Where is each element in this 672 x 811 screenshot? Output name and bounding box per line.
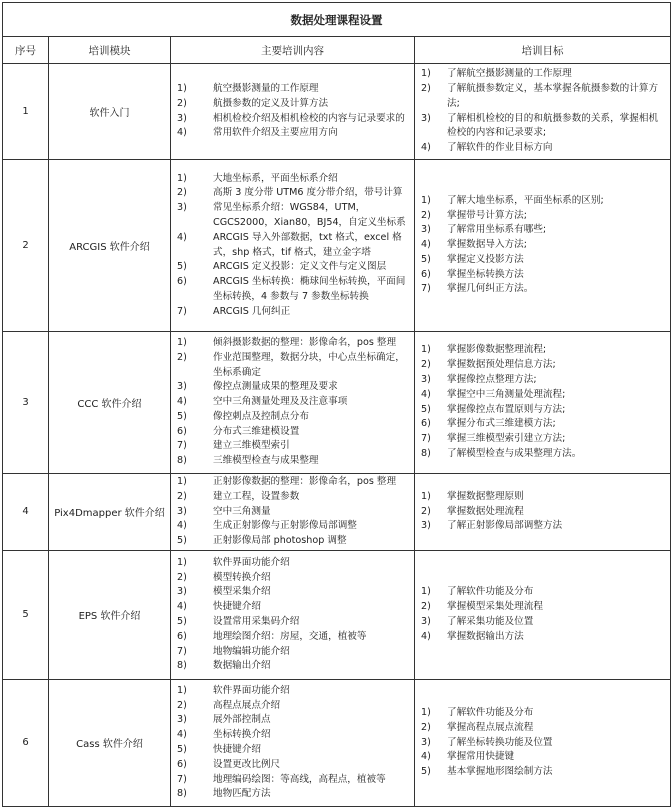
goal-list	[415, 342, 670, 462]
item-text: 了解相机检校的目的和航摄参数的关系，掌握相机检校的内容和记录要求;	[447, 112, 659, 139]
item-number: 7)	[177, 305, 187, 317]
module-name: Pix4Dmapper 软件介绍	[49, 474, 171, 551]
item-number: 4)	[421, 630, 431, 642]
item-text: 掌握三维模型索引建立方法;	[447, 433, 566, 445]
item-text: 建立三维模型索引	[213, 440, 290, 452]
item-text: 快捷键介绍	[213, 743, 261, 755]
item-number: 5)	[421, 403, 431, 415]
title-row	[3, 3, 671, 37]
item-text: 掌握数据输出方法	[447, 630, 524, 642]
item-text: 常见坐标系介绍：WGS84，UTM，CGCS2000，Xian80，BJ54，自定义坐标系	[213, 202, 406, 228]
item-number: 4)	[177, 729, 187, 741]
item-text: 掌握分布式三维建模方法;	[447, 418, 556, 430]
goal-item	[421, 432, 666, 447]
item-text: 了解航空摄影测量的工作原理	[447, 68, 572, 80]
item-number: 2)	[421, 505, 431, 517]
item-text: 掌握像控点布置原则与方法;	[447, 403, 566, 415]
item-number: 4)	[421, 751, 431, 763]
item-text: 设置更改比例尺	[213, 758, 281, 770]
goal-item	[421, 209, 666, 224]
table-row	[3, 160, 671, 332]
goal-item	[421, 615, 666, 630]
header-row	[3, 37, 671, 64]
header-num: 序号	[3, 37, 49, 64]
item-text: 了解软件的作业目标方向	[447, 142, 553, 154]
content-item	[177, 336, 410, 351]
item-number: 4)	[421, 388, 431, 400]
content-item	[177, 534, 410, 549]
item-number: 3)	[421, 520, 431, 532]
content-list	[171, 335, 414, 470]
goal-item	[421, 403, 666, 418]
item-text: 建立工程，设置参数	[213, 490, 300, 502]
content-item	[177, 728, 410, 743]
item-number: 2)	[421, 359, 431, 371]
item-number: 3)	[421, 224, 431, 236]
item-number: 5)	[177, 535, 187, 547]
content-item	[177, 231, 410, 261]
item-number: 3)	[177, 112, 187, 124]
item-number: 4)	[177, 231, 187, 243]
item-number: 5)	[421, 253, 431, 265]
row-number: 6	[3, 679, 49, 806]
item-text: 掌握数据处理流程	[447, 505, 524, 517]
content-list	[171, 81, 414, 142]
goal-item	[421, 585, 666, 600]
content-item	[177, 684, 410, 699]
content-item	[177, 112, 410, 127]
item-number: 5)	[177, 410, 187, 422]
item-text: 数据输出介绍	[213, 660, 271, 672]
goal-item	[421, 223, 666, 238]
item-number: 2)	[177, 187, 187, 199]
item-number: 8)	[421, 447, 431, 459]
goal-item	[421, 268, 666, 283]
item-text: 基本掌握地形图绘制方法	[447, 766, 553, 778]
module-name: Cass 软件介绍	[49, 679, 171, 806]
content-cell	[171, 474, 415, 551]
item-number: 3)	[421, 736, 431, 748]
item-number: 1)	[177, 684, 187, 696]
item-number: 1)	[177, 172, 187, 184]
item-text: 掌握模型采集处理流程	[447, 601, 543, 613]
goal-item	[421, 112, 666, 142]
item-number: 2)	[421, 721, 431, 733]
item-text: 了解大地坐标系，平面坐标系的区别;	[447, 194, 604, 206]
item-number: 4)	[421, 239, 431, 251]
item-number: 1)	[177, 82, 187, 94]
goal-item	[421, 253, 666, 268]
item-text: 作业范围整理，数据分块，中心点坐标确定，坐标系确定	[213, 351, 405, 378]
item-number: 5)	[177, 743, 187, 755]
content-item	[177, 126, 410, 141]
module-name: ARCGIS 软件介绍	[49, 160, 171, 332]
item-text: ARCGIS 导入外部数据，txt 格式，excel 格式，shp 格式，tif 格式，建立金字塔	[213, 231, 402, 258]
table-row	[3, 474, 671, 551]
item-number: 6)	[421, 418, 431, 430]
content-item	[177, 519, 410, 534]
content-item	[177, 556, 410, 571]
header-module: 培训模块	[49, 37, 171, 64]
item-text: 掌握数据整理原则	[447, 490, 524, 502]
content-item	[177, 630, 410, 645]
item-number: 3)	[421, 112, 431, 124]
content-item	[177, 395, 410, 410]
item-number: 5)	[177, 615, 187, 627]
item-text: 掌握带号计算方法;	[447, 209, 527, 221]
content-list	[171, 171, 414, 321]
item-number: 6)	[177, 425, 187, 437]
item-text: 航摄参数的定义及计算方法	[213, 97, 329, 109]
module-name: 软件入门	[49, 64, 171, 160]
item-number: 2)	[421, 209, 431, 221]
item-text: ARCGIS 定义投影：定义文件与定义图层	[213, 261, 387, 273]
goal-cell	[415, 550, 671, 679]
content-item	[177, 201, 410, 231]
content-item	[177, 305, 410, 320]
item-text: 模型采集介绍	[213, 586, 271, 598]
item-number: 2)	[421, 601, 431, 613]
item-number: 1)	[421, 344, 431, 356]
item-text: 地理绘图介绍：房屋，交通，植被等	[213, 630, 367, 642]
item-number: 4)	[177, 520, 187, 532]
goal-list	[415, 193, 670, 299]
module-name: CCC 软件介绍	[49, 332, 171, 474]
content-item	[177, 659, 410, 674]
item-text: 高斯 3 度分带 UTM6 度分带介绍，带号计算	[213, 187, 403, 199]
item-number: 6)	[421, 268, 431, 280]
item-text: 掌握数据导入方法;	[447, 239, 527, 251]
content-item	[177, 475, 410, 490]
content-item	[177, 425, 410, 440]
item-text: 了解软件功能及分布	[447, 586, 534, 598]
item-text: 生成正射影像与正射影像局部调整	[213, 520, 357, 532]
item-number: 4)	[177, 601, 187, 613]
item-text: 快捷键介绍	[213, 601, 261, 613]
item-number: 2)	[177, 699, 187, 711]
goal-cell	[415, 64, 671, 160]
item-number: 1)	[421, 706, 431, 718]
item-text: 掌握数据预处理信息方法;	[447, 359, 556, 371]
item-number: 1)	[421, 68, 431, 80]
item-number: 1)	[177, 556, 187, 568]
item-number: 2)	[177, 490, 187, 502]
item-text: 软件界面功能介绍	[213, 684, 290, 696]
item-text: 空中三角测量	[213, 505, 271, 517]
item-number: 4)	[177, 396, 187, 408]
goal-list	[415, 584, 670, 645]
item-text: 展外部控制点	[213, 714, 271, 726]
item-text: 了解常用坐标系有哪些;	[447, 224, 547, 236]
goal-item	[421, 750, 666, 765]
content-item	[177, 351, 410, 381]
item-number: 7)	[177, 773, 187, 785]
item-text: 掌握坐标转换方法	[447, 268, 524, 280]
row-number: 3	[3, 332, 49, 474]
module-name: EPS 软件介绍	[49, 550, 171, 679]
goal-cell	[415, 160, 671, 332]
item-number: 7)	[421, 283, 431, 295]
content-item	[177, 787, 410, 802]
item-text: 相机检校介绍及相机检校的内容与记录要求的	[213, 112, 405, 124]
item-number: 3)	[177, 714, 187, 726]
header-goal: 培训目标	[415, 37, 671, 64]
goal-list	[415, 489, 670, 535]
content-cell	[171, 64, 415, 160]
item-number: 2)	[177, 571, 187, 583]
item-text: 大地坐标系，平面坐标系介绍	[213, 172, 338, 184]
content-item	[177, 490, 410, 505]
goal-item	[421, 447, 666, 462]
item-number: 7)	[177, 440, 187, 452]
item-text: 地物匹配方法	[213, 788, 271, 800]
item-text: 空中三角测量处理及及注意事项	[213, 396, 348, 408]
content-item	[177, 571, 410, 586]
content-item	[177, 645, 410, 660]
table-row	[3, 550, 671, 679]
item-text: 掌握影像数据整理流程;	[447, 344, 547, 356]
content-item	[177, 380, 410, 395]
table-row	[3, 679, 671, 806]
goal-cell	[415, 474, 671, 551]
item-number: 1)	[421, 490, 431, 502]
content-item	[177, 600, 410, 615]
goal-item	[421, 238, 666, 253]
item-number: 8)	[177, 455, 187, 467]
item-number: 3)	[421, 615, 431, 627]
item-number: 3)	[177, 505, 187, 517]
content-cell	[171, 332, 415, 474]
item-text: 掌握高程点展点流程	[447, 721, 534, 733]
item-text: 地理编码绘图：等高线，高程点，植被等	[213, 773, 386, 785]
goal-item	[421, 388, 666, 403]
content-item	[177, 82, 410, 97]
content-item	[177, 260, 410, 275]
item-text: 地物编辑功能介绍	[213, 645, 290, 657]
goal-cell	[415, 332, 671, 474]
content-item	[177, 275, 410, 305]
item-text: ARCGIS 几何纠正	[213, 305, 291, 317]
item-text: 了解模型检查与成果整理方法。	[447, 447, 582, 459]
item-text: 掌握空中三角测量处理流程;	[447, 388, 566, 400]
goal-item	[421, 721, 666, 736]
goal-item	[421, 358, 666, 373]
item-text: 掌握常用快捷键	[447, 751, 515, 763]
content-item	[177, 410, 410, 425]
item-number: 3)	[177, 202, 187, 214]
item-number: 1)	[421, 586, 431, 598]
content-item	[177, 186, 410, 201]
goal-list	[415, 705, 670, 781]
goal-item	[421, 343, 666, 358]
goal-item	[421, 630, 666, 645]
item-text: 倾斜摄影数据的整理：影像命名，pos 整理	[213, 336, 397, 348]
content-list	[171, 683, 414, 803]
item-text: 高程点展点介绍	[213, 699, 281, 711]
item-text: 了解采集功能及位置	[447, 615, 534, 627]
item-number: 8)	[177, 788, 187, 800]
content-item	[177, 439, 410, 454]
row-number: 5	[3, 550, 49, 679]
item-number: 2)	[177, 97, 187, 109]
row-number: 2	[3, 160, 49, 332]
content-item	[177, 505, 410, 520]
item-text: 坐标转换介绍	[213, 729, 271, 741]
table-title: 数据处理课程设置	[3, 3, 671, 37]
item-text: 分布式三维建模设置	[213, 425, 300, 437]
goal-item	[421, 706, 666, 721]
item-number: 2)	[177, 351, 187, 363]
item-number: 3)	[421, 373, 431, 385]
row-number: 4	[3, 474, 49, 551]
goal-item	[421, 194, 666, 209]
row-number: 1	[3, 64, 49, 160]
content-item	[177, 454, 410, 469]
item-text: 常用软件介绍及主要应用方向	[213, 127, 338, 139]
item-number: 3)	[177, 586, 187, 598]
item-text: 掌握几何纠正方法。	[447, 283, 534, 295]
item-number: 6)	[177, 758, 187, 770]
item-number: 6)	[177, 276, 187, 288]
content-item	[177, 615, 410, 630]
item-number: 4)	[177, 127, 187, 139]
item-text: 模型转换介绍	[213, 571, 271, 583]
content-cell	[171, 550, 415, 679]
goal-item	[421, 519, 666, 534]
item-number: 1)	[177, 476, 187, 487]
goal-item	[421, 765, 666, 780]
item-number: 5)	[421, 766, 431, 778]
goal-list	[415, 66, 670, 157]
header-content: 主要培训内容	[171, 37, 415, 64]
item-text: 了解正射影像局部调整方法	[447, 520, 563, 532]
content-item	[177, 97, 410, 112]
item-text: 掌握定义投影方法	[447, 253, 524, 265]
item-text: 正射影像局部 photoshop 调整	[213, 535, 347, 547]
item-number: 8)	[177, 660, 187, 672]
content-list	[171, 555, 414, 675]
item-number: 1)	[177, 336, 187, 348]
item-text: 了解坐标转换功能及位置	[447, 736, 553, 748]
item-text: 了解航摄参数定义，基本掌握各航摄参数的计算方法;	[447, 82, 659, 109]
item-text: 像控点测量成果的整理及要求	[213, 381, 338, 393]
item-number: 4)	[421, 142, 431, 154]
item-text: 三维模型检查与成果整理	[213, 455, 319, 467]
goal-item	[421, 505, 666, 520]
item-text: 航空摄影测量的工作原理	[213, 82, 319, 94]
content-item	[177, 699, 410, 714]
content-item	[177, 713, 410, 728]
item-number: 3)	[177, 381, 187, 393]
goal-item	[421, 736, 666, 751]
item-text: 像控刺点及控制点分布	[213, 410, 309, 422]
item-number: 7)	[177, 645, 187, 657]
goal-item	[421, 600, 666, 615]
goal-item	[421, 373, 666, 388]
table-row	[3, 64, 671, 160]
item-text: ARCGIS 坐标转换：椭球间坐标转换，平面间坐标转换，4 参数与 7 参数坐标转换	[213, 276, 406, 302]
content-item	[177, 758, 410, 773]
content-cell	[171, 160, 415, 332]
item-number: 2)	[421, 82, 431, 94]
item-number: 6)	[177, 630, 187, 642]
content-item	[177, 773, 410, 788]
item-number: 5)	[177, 261, 187, 273]
goal-item	[421, 282, 666, 297]
item-number: 1)	[421, 194, 431, 206]
goal-item	[421, 417, 666, 432]
goal-item	[421, 490, 666, 505]
item-text: 正射影像数据的整理：影像命名，pos 整理	[213, 476, 397, 487]
course-table	[2, 2, 671, 807]
item-text: 软件界面功能介绍	[213, 556, 290, 568]
item-text: 掌握像控点整理方法;	[447, 373, 537, 385]
content-item	[177, 585, 410, 600]
goal-item	[421, 141, 666, 156]
goal-item	[421, 67, 666, 82]
content-list	[171, 474, 414, 550]
content-item	[177, 172, 410, 187]
content-item	[177, 743, 410, 758]
item-text: 设置常用采集码介绍	[213, 615, 300, 627]
goal-item	[421, 82, 666, 112]
content-cell	[171, 679, 415, 806]
item-text: 了解软件功能及分布	[447, 706, 534, 718]
goal-cell	[415, 679, 671, 806]
item-number: 7)	[421, 433, 431, 445]
table-row	[3, 332, 671, 474]
